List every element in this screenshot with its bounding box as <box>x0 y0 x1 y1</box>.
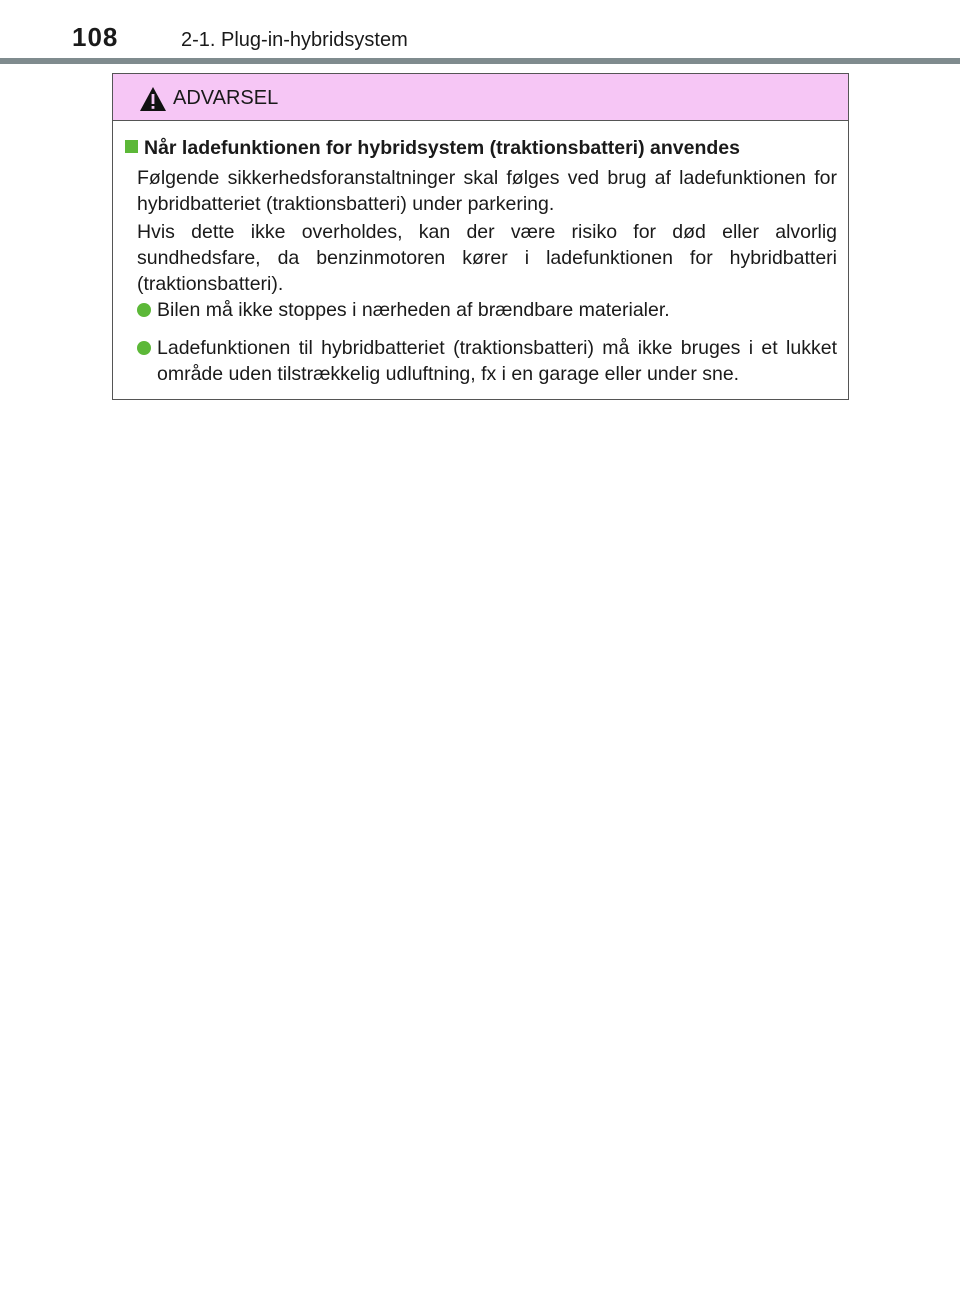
header-divider <box>0 58 960 64</box>
list-item-text: Bilen må ikke stoppes i nærheden af brændbare materialer. <box>157 299 670 321</box>
section-title: 2-1. Plug-in-hybridsystem <box>181 29 408 51</box>
warning-header <box>113 74 848 121</box>
warning-paragraph-1: Følgende sikkerhedsforanstaltninger skal følges ved brug af ladefunktionen for hybridbatteriet (traktionsbatteri) under parkering. <box>137 167 837 215</box>
warning-subheading-text: Når ladefunktionen for hybridsystem (traktionsbatteri) anvendes <box>144 137 740 159</box>
list-item <box>137 297 837 323</box>
round-bullet-icon <box>137 303 151 317</box>
warning-label: ADVARSEL <box>173 87 279 109</box>
list-item-text: Ladefunktionen til hybridbatteriet (traktionsbatteri) må ikke bruges i et lukket område uden tilstrækkelig udluftning, fx i en garage eller under sne. <box>157 337 837 385</box>
round-bullet-icon <box>137 341 151 355</box>
list-item <box>137 335 837 387</box>
warning-box <box>112 73 849 400</box>
warning-triangle-icon <box>139 86 167 112</box>
page-header <box>0 0 960 64</box>
warning-subheading <box>125 137 740 160</box>
warning-paragraph-2: Hvis dette ikke overholdes, kan der være risiko for død eller alvorlig sundhedsfare, da benzinmotoren kører i ladefunktionen for hybridbatteri (traktionsbatteri). <box>137 221 837 295</box>
square-bullet-icon <box>125 140 138 153</box>
page-number: 108 <box>72 22 119 52</box>
